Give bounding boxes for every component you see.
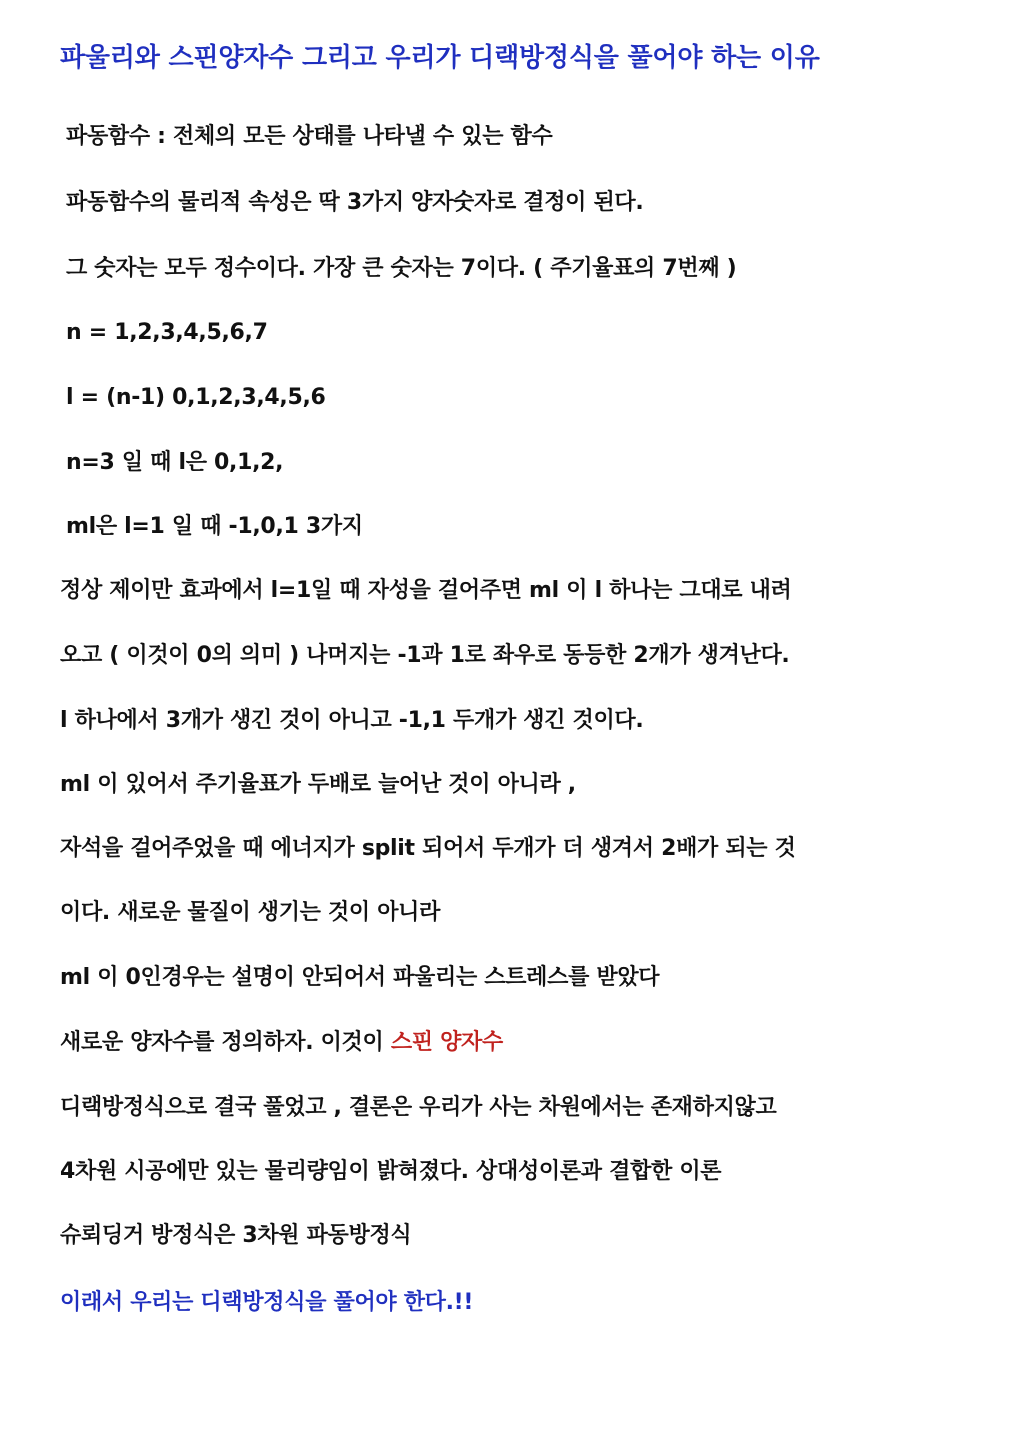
- text-line-2: 파동함수의 물리적 속성은 딱 3가지 양자숫자로 결정이 된다.: [66, 190, 644, 215]
- text-line-15: 디랙방정식으로 결국 풀었고 , 결론은 우리가 사는 차원에서는 존재하지않고: [60, 1095, 777, 1120]
- text-line-6: n=3 일 때 l은 0,1,2,: [66, 450, 284, 475]
- text-line-7: ml은 l=1 일 때 -1,0,1 3가지: [66, 514, 363, 539]
- text-line-9: 오고 ( 이것이 0의 의미 ) 나머지는 -1과 1로 좌우로 동등한 2개가 생겨난다.: [60, 643, 790, 668]
- text-line-13: 이다. 새로운 물질이 생기는 것이 아니라: [60, 900, 441, 925]
- text-line-16: 4차원 시공에만 있는 물리량임이 밝혀졌다. 상대성이론과 결합한 이론: [60, 1159, 722, 1184]
- text-line-11: ml 이 있어서 주기율표가 두배로 늘어난 것이 아니라 ,: [60, 772, 576, 797]
- page-title-part2: 그리고 우리가 디랙방정식을 풀어야 하는 이유: [293, 43, 820, 73]
- text-line-5: l = (n-1) 0,1,2,3,4,5,6: [66, 385, 326, 410]
- text-line-1: 파동함수 : 전체의 모든 상태를 나타낼 수 있는 함수: [66, 124, 553, 149]
- text-line-3: 그 숫자는 모두 정수이다. 가장 큰 숫자는 7이다. ( 주기율표의 7번째 ): [66, 256, 737, 281]
- page-title: [60, 43, 990, 73]
- text-line-8: 정상 제이만 효과에서 l=1일 때 자성을 걸어주면 ml 이 l 하나는 그대로 내려: [60, 578, 792, 603]
- text-line-17: 슈뢰딩거 방정식은 3차원 파동방정식: [60, 1223, 412, 1248]
- text-line-14: ml 이 0인경우는 설명이 안되어서 파울리는 스트레스를 받았다: [60, 965, 660, 990]
- text-line-12: 자석을 걸어주었을 때 에너지가 split 되어서 두개가 더 생겨서 2배가 되는 것: [60, 836, 796, 861]
- text-line-4: n = 1,2,3,4,5,6,7: [66, 320, 268, 345]
- spin-definition-prefix: 새로운 양자수를 정의하자. 이것이: [60, 1030, 391, 1055]
- conclusion-line: 이래서 우리는 디랙방정식을 풀어야 한다.!!: [60, 1290, 474, 1315]
- spin-quantum-number-highlight: 스핀 양자수: [390, 1030, 503, 1055]
- text-line-10: l 하나에서 3개가 생긴 것이 아니고 -1,1 두개가 생긴 것이다.: [60, 708, 644, 733]
- spin-definition-line: [60, 1028, 990, 1058]
- page-title-part1: 파울리와 스핀양자수: [60, 43, 294, 73]
